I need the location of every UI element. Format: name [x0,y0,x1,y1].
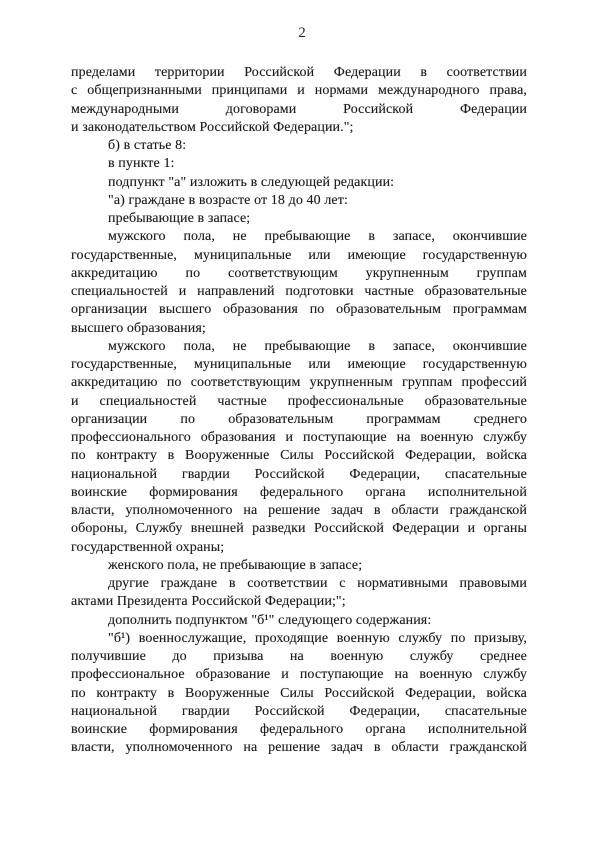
page-number: 2 [298,25,306,41]
text-line: мужского пола, не пребывающие в запасе, окончившие [108,338,527,354]
text-line: высшего образования; [71,320,206,336]
text-line: воинские формирования федерального органа исполнительной [71,484,527,500]
text-line: аккредитацию по соответствующим укрупненным группам [71,265,527,281]
text-line: воинские формирования федерального органа исполнительной [71,722,527,737]
text-line: организации по образовательным программам среднего [71,411,527,427]
text-line: специальностей и направлений подготовки частные образовательные [71,284,527,299]
text-line: национальной гвардии Российской Федерации, спасательные [71,703,527,719]
text-line: власти, уполномоченного на решение задач в области гражданской [71,503,527,518]
document-body-text [71,64,527,758]
text-line: профессионального образования и поступающие на военную службу [71,430,527,445]
text-line: по контракту в Вооруженные Силы Российской Федерации, войска [71,448,527,464]
text-line: в пункте 1: [108,156,175,172]
text-line: по контракту в Вооруженные Силы Российской Федерации, войска [71,685,527,701]
text-line: другие граждане в соответствии с нормативными правовыми [108,576,527,591]
text-line: обороны, Службу внешней разведки Российской Федерации и органы [71,521,527,537]
text-line: аккредитацию по соответствующим укрупненным группам профессий [71,375,527,391]
text-line: подпункт "а" изложить в следующей редакции: [108,174,395,190]
text-line: пределами территории Российской Федерации в соответствии [71,65,527,80]
text-line: с общепризнанными принципами и нормами международного права, [71,83,527,99]
text-line: национальной гвардии Российской Федерации, спасательные [71,466,527,482]
text-line: "а) граждане в возрасте от 18 до 40 лет: [108,192,348,208]
text-line: международными договорами Российской Федерации [71,101,527,117]
text-line: женского пола, не пребывающие в запасе; [108,557,363,573]
text-line: мужского пола, не пребывающие в запасе, окончившие [108,229,527,245]
text-line: "б¹) военнослужащие, проходящие военную службу по призыву, [108,630,527,646]
text-line: б) в статье 8: [108,138,187,153]
text-line: и законодательством Российской Федерации."; [71,119,354,135]
text-line: организации высшего образования по образовательным программам [71,302,527,318]
text-line: государственные, муниципальные или имеющие государственную [71,247,527,263]
text-line: пребывающие в запасе; [108,211,251,226]
text-line: профессиональное образование и поступающие на военную службу [71,667,527,683]
text-line: и специальностей частные профессиональные образовательные [71,393,527,409]
text-line: государственной охраны; [71,539,225,555]
text-line: дополнить подпунктом "б¹" следующего содержания: [108,612,432,628]
text-line: получившие до призыва на военную службу среднее [71,649,527,664]
text-line: власти, уполномоченного на решение задач в области гражданской [71,740,527,756]
text-line: актами Президента Российской Федерации;"; [71,594,346,610]
text-line: государственные, муниципальные или имеющие государственную [71,357,527,372]
